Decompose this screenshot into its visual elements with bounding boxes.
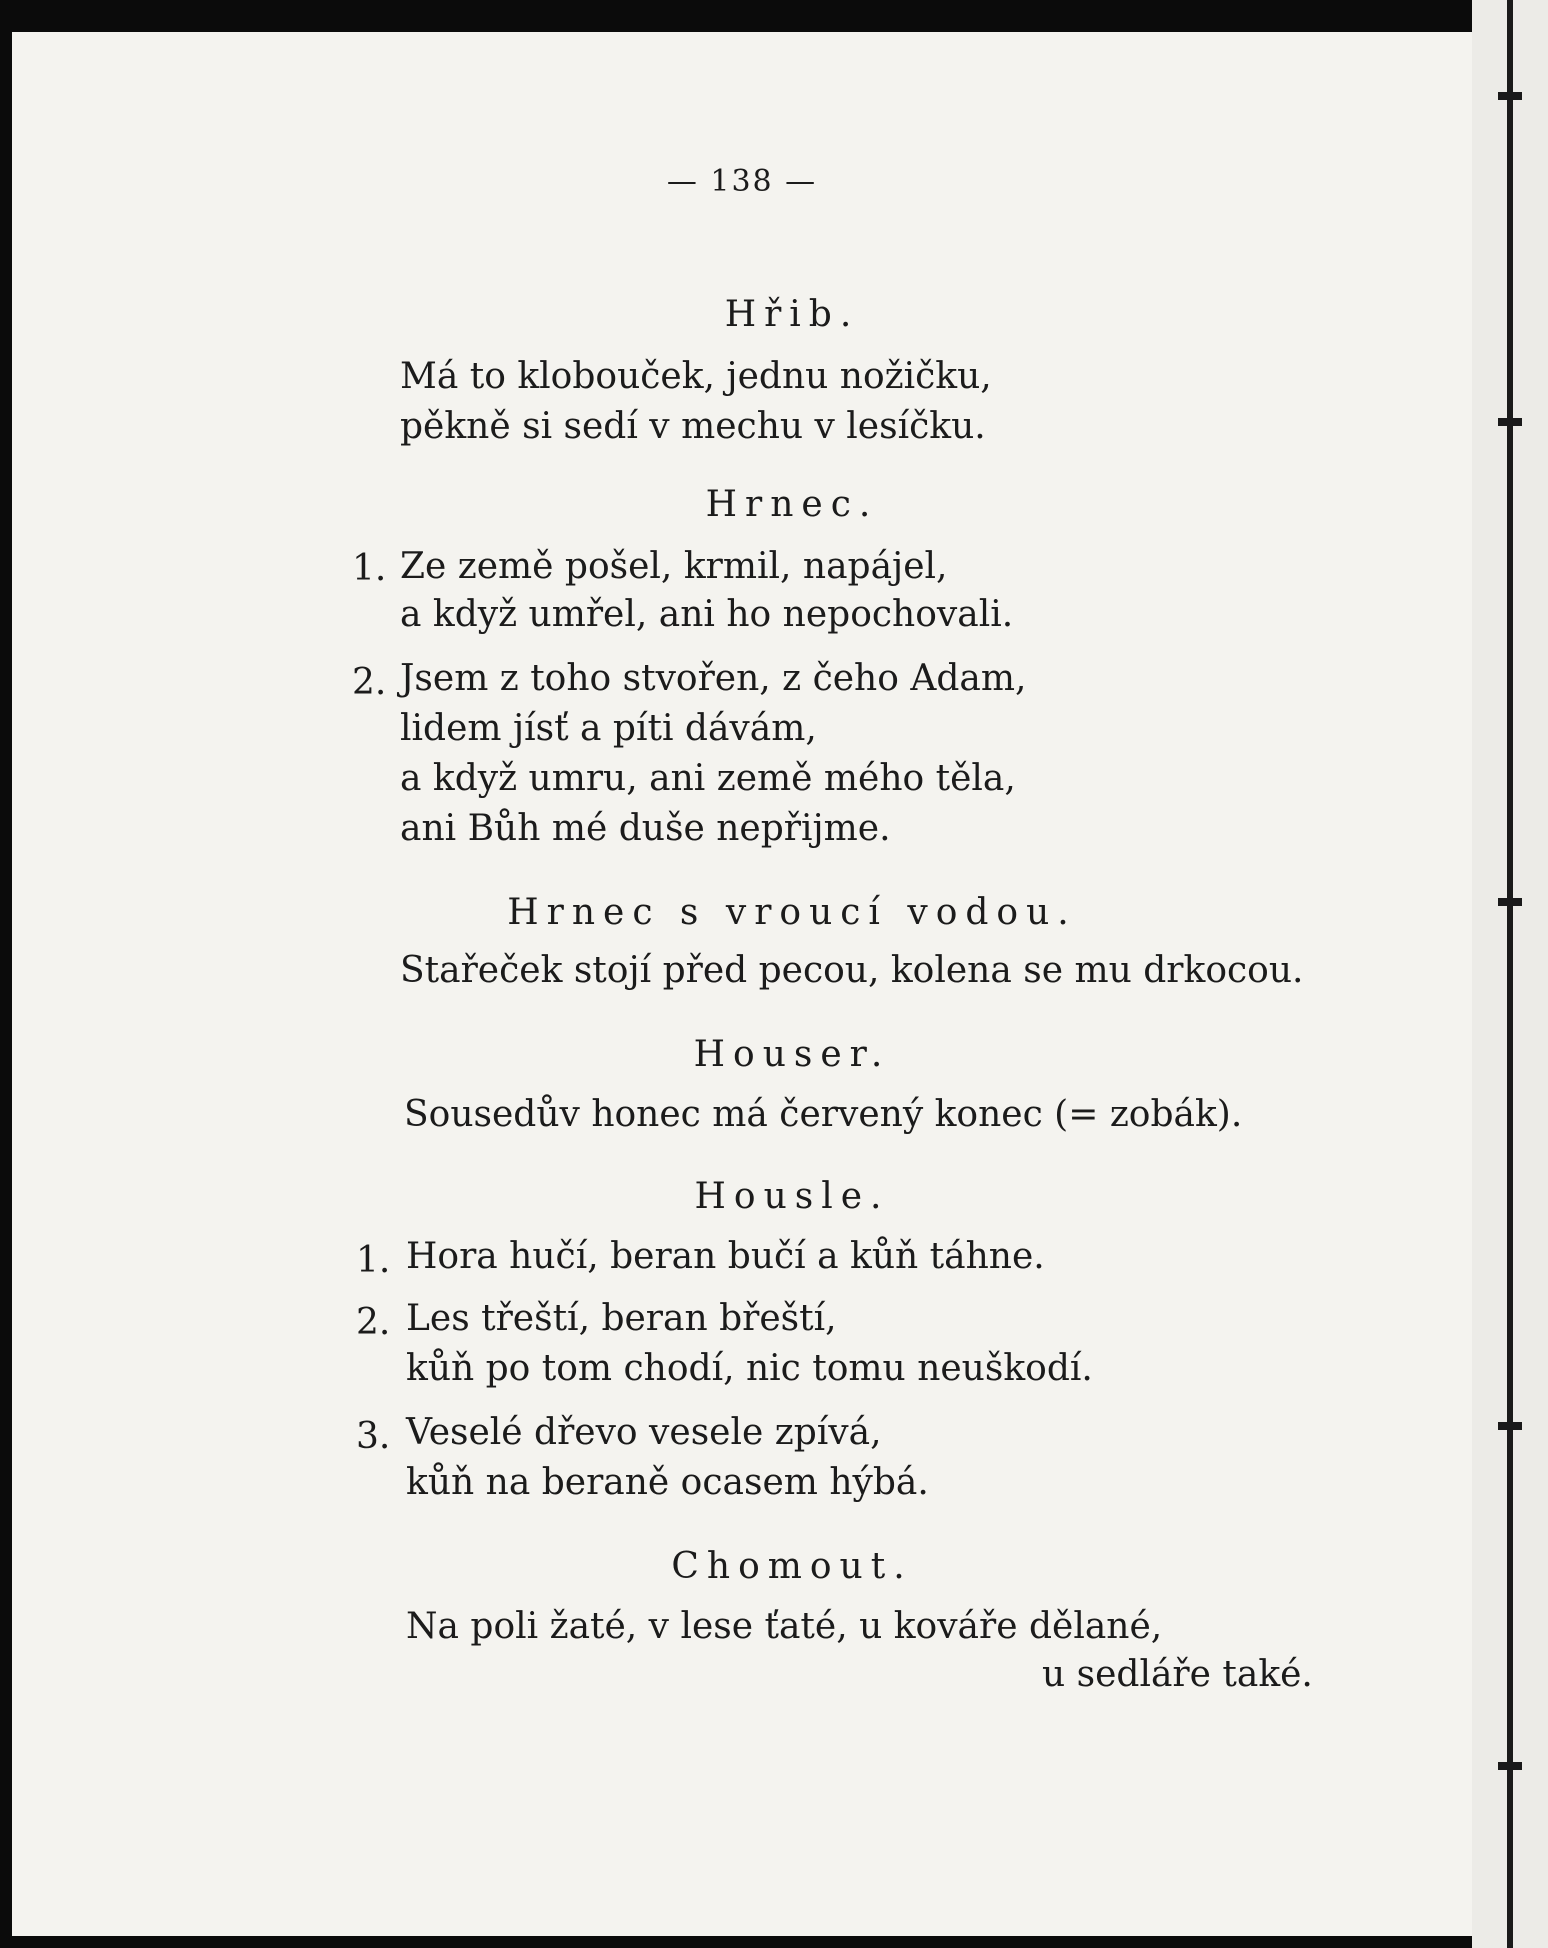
riddle-title-housle: Housle. — [694, 1176, 890, 1217]
riddle-line: kůň na beraně ocasem hýbá. — [406, 1462, 929, 1503]
riddle-line: Stařeček stojí před pecou, kolena se mu drkocou. — [400, 950, 1304, 991]
riddle-number: 1. — [356, 1240, 391, 1281]
spine-mark — [1498, 898, 1522, 906]
book-spine-edge — [1472, 0, 1548, 1948]
riddle-line: u sedláře také. — [1042, 1654, 1313, 1695]
riddle-line: pěkně si sedí v mechu v lesíčku. — [400, 406, 986, 447]
riddle-line: lidem jísť a píti dávám, — [400, 708, 817, 749]
riddle-title-hrib: Hřib. — [724, 294, 860, 335]
riddle-title-houser: Houser. — [693, 1034, 891, 1075]
riddle-number: 2. — [356, 1302, 391, 1343]
riddle-title-hrnec: Hrnec. — [705, 484, 879, 525]
riddle-line: Sousedův honec má červený konec (= zobák). — [404, 1094, 1243, 1135]
riddle-line: ani Bůh mé duše nepřijme. — [400, 808, 891, 849]
spine-mark — [1498, 92, 1522, 100]
riddle-title-chomout: Chomout. — [671, 1546, 913, 1587]
riddle-line: a když umru, ani země mého těla, — [400, 758, 1016, 799]
riddle-title-hrnec-s-vrouci-vodou: Hrnec s vroucí vodou. — [507, 892, 1077, 933]
page-number: — 138 — — [666, 164, 818, 199]
riddle-number: 1. — [352, 548, 387, 589]
riddle-line: Les třeští, beran břeští, — [406, 1298, 837, 1339]
riddle-line: Ze země pošel, krmil, napájel, — [400, 546, 948, 587]
riddle-number: 2. — [352, 662, 387, 703]
riddle-line: Na poli žaté, v lese ťaté, u kováře dělané, — [406, 1606, 1163, 1647]
spine-binding-line — [1507, 0, 1513, 1948]
riddle-line: Hora hučí, beran bučí a kůň táhne. — [406, 1236, 1045, 1277]
book-page — [12, 32, 1472, 1936]
riddle-line: Má to klobouček, jednu nožičku, — [400, 356, 992, 397]
riddle-number: 3. — [356, 1416, 391, 1457]
riddle-line: kůň po tom chodí, nic tomu neuškodí. — [406, 1348, 1093, 1389]
spine-mark — [1498, 1422, 1522, 1430]
riddle-line: Jsem z toho stvořen, z čeho Adam, — [400, 658, 1027, 699]
spine-mark — [1498, 418, 1522, 426]
riddle-line: Veselé dřevo vesele zpívá, — [406, 1412, 882, 1453]
spine-mark — [1498, 1762, 1522, 1770]
riddle-line: a když umřel, ani ho nepochovali. — [400, 594, 1014, 635]
